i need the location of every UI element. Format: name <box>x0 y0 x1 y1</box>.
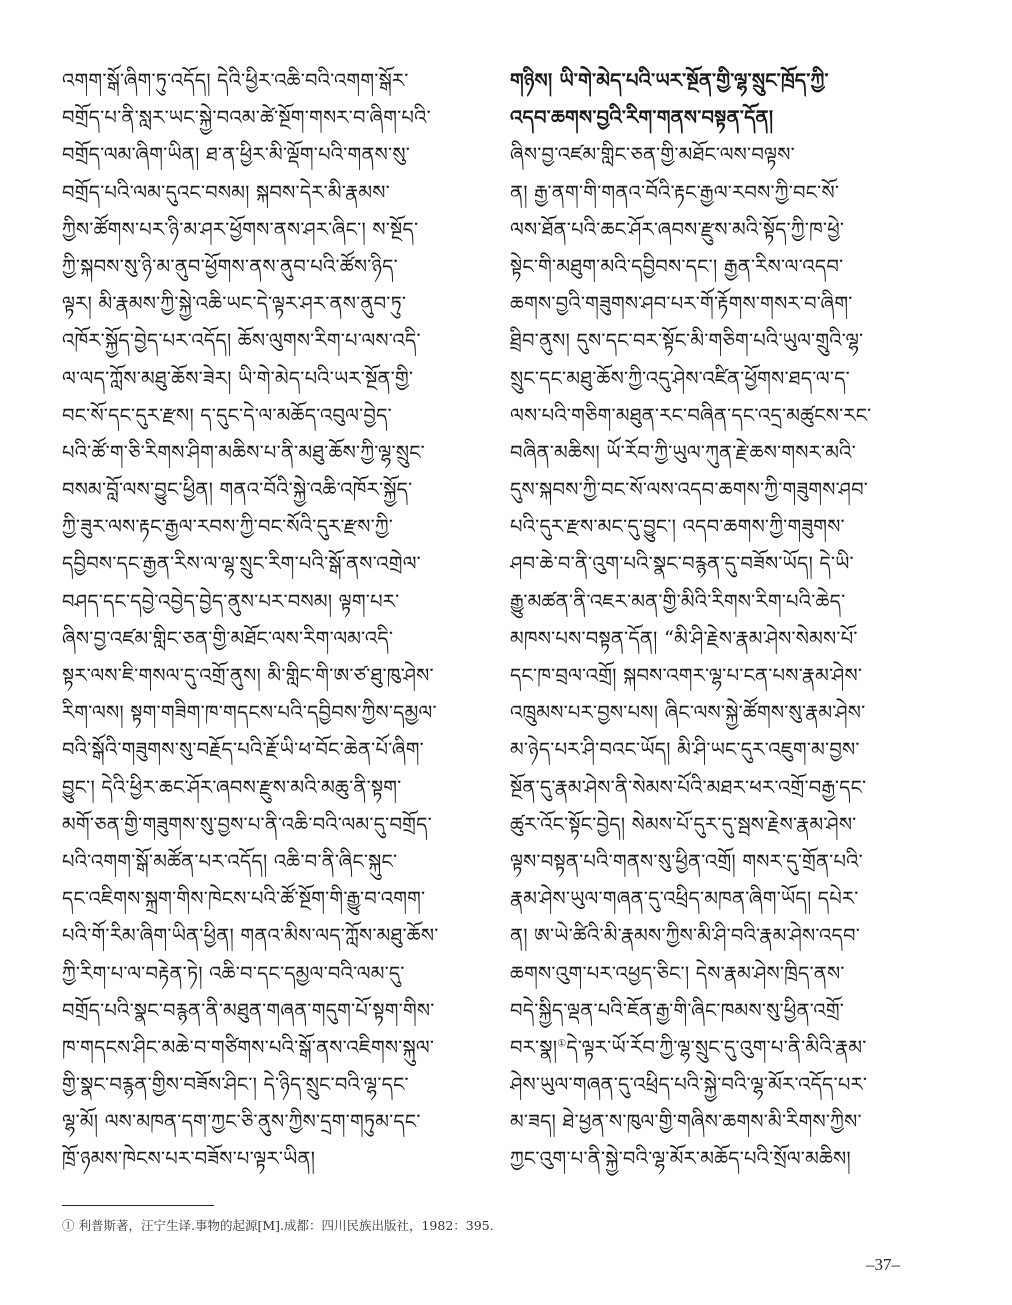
text-line: བཞིན་མཆིས། ཡོ་རོབ་ཀྱི་ཡུལ་ཀུན་རྗེ་ཆས་གསར་མའི་ <box>510 440 856 464</box>
footnote-divider <box>62 1205 214 1206</box>
text-line-with-note <box>510 1029 930 1066</box>
text-line: ཀྱི་སྐབས་སུ་ཉི་མ་ནུབ་ཕྱོགས་ནས་ནུབ་པའི་ཚོས་ཉིད་ <box>62 254 398 278</box>
text-line: པའི་དུར་རྫས་མང་དུ་བྱུང་། འདབ་ཆགས་ཀྱི་གཟུགས་ <box>510 515 845 539</box>
text-line: ཞིས་བྱ་འཛམ་གླིང་ཅན་གྱི་མཐོང་ལས་རིག་ལམ་འདི་ <box>62 626 394 650</box>
text-line: ལྷ་མོ། ལས་མཁན་དག་ཀྱང་ཅི་ནུས་ཀྱིས་དྲག་གཏུམ་དང་ <box>62 1110 421 1134</box>
text-line: དང་འཇིགས་སྐྲག་གིས་ཁེངས་པའི་ཚོ་སྔོག་གི་རྒྱུ་བ་འགག་ <box>62 887 426 911</box>
left-column <box>62 62 482 1178</box>
text-line: སྔོན་དུ་རྣམ་ཤེས་ནི་སེམས་པོའི་མཐར་ཕར་འགྲོ་བརྒྱ་དང་ <box>510 775 867 799</box>
text-line: གྱི་སྣང་བརྙན་གྱིས་བཟོས་ཤིང་། དེ་ཉིད་སྲུང་བའི་ལྷ་དང་ <box>62 1073 409 1097</box>
text-line: རྣམ་ཤེས་ཡུལ་གཞན་དུ་འཕྲིད་མཁན་ཞིག་ཡོད། དཔེར་ <box>510 887 859 911</box>
footnote: ① 利普斯著，汪宁生译.事物的起源[M].成都：四川民族出版社，1982：395. <box>62 1218 494 1233</box>
text-line: སྟེང་གི་མཐུག་མའི་དབྱིབས་དང་། རྒྱན་རིས་ལ་འདབ་ <box>510 254 844 278</box>
text-line: བགྲོད་ལམ་ཞིག་ཡིན། ཐ་ན་ཕྱིར་མི་ལྡོག་པའི་གནས་སུ་ <box>62 143 410 167</box>
text-line: བའི་སྒོའི་གཟུགས་སུ་བརྗོད་པའི་རྗོ་ཡི་ཕ་བོང་ཆེན་པོ་ཞིག་ <box>62 738 424 762</box>
text-line: ཀྱང་འུག་པ་ནི་སྐྱེ་བའི་ལྷ་མོར་མཆོད་པའི་སྲོལ་མཆིས། <box>510 1147 851 1171</box>
text-line: ཤབ་ཆེ་བ་ནི་འུག་པའི་སྣང་བརྙན་དུ་བཟོས་ཡོད། དེ་ཡི་ <box>510 552 854 576</box>
text-line-segment: བར་སྣ། <box>510 1035 558 1059</box>
heading-line: གཉིས། ཡི་གེ་མེད་པའི་ཡར་སྔོན་གྱི་ལྷ་སྲུང་ཁྲོད་ཀྱི་ <box>510 69 829 92</box>
text-line: པའི་གོ་རིམ་ཞིག་ཡིན་ཕྱིན། གནའ་མིས་ལད་ཀློས་མཐུ་ཆོས་ <box>62 924 439 948</box>
text-line: ན། ཨ་ཡེ་ཚིའི་མི་རྣམས་ཀྱིས་མི་ཤི་བའི་རྣམ་ཤེས་འདབ་ <box>510 924 861 948</box>
text-line: རིག་ལས། སྟག་གཟིག་ཁ་གདངས་པའི་དབྱིབས་ཀྱིས་དམྱལ་ <box>62 701 437 725</box>
footnote-reference[interactable]: ① <box>557 1038 567 1050</box>
text-line: འགག་སྒོ་ཞིག་ཏུ་འདོད། དེའི་ཕྱིར་འཆི་བའི་འགག་སྒོར་ <box>62 69 409 92</box>
text-line: ཆགས་འུག་པར་འཕྱད་ཅིང་། དེས་རྣམ་ཤེས་ཁྲིད་ནས་ <box>510 961 845 985</box>
text-line: མགོ་ཅན་གྱི་གཟུགས་སུ་བྱས་པ་ནི་འཆི་བའི་ལམ་དུ་བགྲོད་ <box>62 812 432 836</box>
text-line: དང་ཁ་བྲལ་འགྲོ། སྐབས་འགར་ལྷ་པ་ངན་པས་རྣམ་ཤེས་ <box>510 664 863 687</box>
text-line: བདེ་སྐྱིད་ལྡན་པའི་ཇོན་རྒྱ་གི་ཞིང་ཁམས་སུ་ཕྱིན་འགྲོ་ <box>510 998 845 1022</box>
text-line: བཤད་དང་དབྱེ་འབྱེད་བྱེད་ནུས་པར་བསམ། ལྟག་པར་ <box>62 589 400 613</box>
text-line: ཞིས་བྱ་འཛམ་གླིང་ཅན་གྱི་མཐོང་ལས་བལྟས་ <box>510 143 795 167</box>
section-heading <box>510 62 930 136</box>
text-line: ཁ་གདངས་ཤིང་མཆེ་བ་གཙིགས་པའི་སྒོ་ནས་འཇིགས་སྐུལ་ <box>62 1035 435 1059</box>
text-line: མ་ཟད། ཐེ་ཕྱན་ས་ཁུལ་གྱི་གཞིས་ཆགས་མི་རིགས་ཀྱིས་ <box>510 1110 862 1134</box>
text-line: ཀྱི་རིག་པ་ལ་བརྟེན་ཏེ། འཆི་བ་དང་དམྱལ་བའི་ལམ་དུ་ <box>62 961 405 985</box>
text-line: དབྱིབས་དང་རྒྱན་རིས་ལ་ལྷ་སྲུང་རིག་པའི་སྒོ་ནས་འགྲེལ་ <box>62 552 421 576</box>
text-line: འཁྲུམས་པར་བྱས་པས། ཞིང་ལས་སྐྱེ་ཚོགས་སུ་རྣམ་ཤེས་ <box>510 701 866 725</box>
text-line: པའི་འགག་སྒོ་མཚོན་པར་འདོད། འཆི་བ་ནི་ཞིང་སྐུང་ <box>62 849 398 873</box>
text-line: བགྲོད་པའི་སྣང་བརྙན་ནི་མཐུན་གཞན་གདུག་པོ་སྟག་གིས་ <box>62 998 435 1022</box>
text-line: ཆགས་བྱའི་གཟུགས་ཤབ་པར་གོ་རྟོགས་གསར་བ་ཞིག་ <box>510 292 853 316</box>
text-line: ཀྱི་ཟུར་ལས་རྟང་རྒྱལ་རབས་ཀྱི་བང་སོའི་དུར་རྫས་ཀྱི་ <box>62 515 394 539</box>
text-line: ཚུར་འོང་སྟོང་བྱེད། སེམས་པོ་དུར་དུ་སྦས་རྗེས་རྣམ་ཤེས་ <box>510 812 857 836</box>
text-line: སྲུང་དང་མཐུ་ཆོས་ཀྱི་འདུ་ཤེས་འཛིན་ཕྱོགས་ཐད་ལ་ད་ <box>510 366 850 390</box>
text-line: རྒྱུ་མཚན་ནི་འཇར་མན་གྱི་མིའི་རིགས་རིག་པའི་ཆེད་ <box>510 589 846 613</box>
heading-line: འདབ་ཆགས་བྱའི་རིག་གནས་བསྟན་དོན། <box>510 106 774 130</box>
text-line: མ་ཉེད་པར་ཤི་བའང་ཡོད། མི་ཤི་ཡང་དུར་འཇུག་མ་བྱས་ <box>510 738 860 762</box>
text-line: ལྟས་བསྟན་པའི་གནས་སུ་ཕྱིན་འགྲོ། གསར་དུ་གྲོན་པའི་ <box>510 849 863 873</box>
text-line: བགྲོད་པ་ནི་སླར་ཡང་སྐྱེ་བའམ་ཚེ་སྔོག་གསར་བ་ཞིག་པའི་ <box>62 106 431 130</box>
right-column <box>510 62 930 1178</box>
text-line: པའི་ཚོ་ག་ཅི་རིགས་ཤིག་མཆིས་པ་ནི་མཐུ་ཆོས་ཀྱི་ལྷ་སྲུང་ <box>62 440 425 464</box>
text-line: ཀྱིས་ཚོགས་པར་ཉི་མ་ཤར་ཕྱོགས་ནས་ཤར་ཞིང་། ས་སྔོད་ <box>62 217 419 241</box>
page-number: –37– <box>866 1255 900 1274</box>
text-line: ལྟར། མི་རྣམས་ཀྱི་སྐྱེ་འཆི་ཡང་དེ་ལྟར་ཤར་ནས་ནུབ་ཏུ་ <box>62 292 407 316</box>
text-line: ལས་ཐོན་པའི་ཆང་ཤོར་ཞབས་རྫུས་མའི་སྟོད་ཀྱི་ཁ་ཕྱེ་ <box>510 217 845 241</box>
text-line: ན། རྒྱ་ནག་གི་གནའ་བོའི་རྟང་རྒྱལ་རབས་ཀྱི་བང་སོ་ <box>510 180 840 204</box>
text-line-segment: དེ་ལྟར་ཡོ་རོབ་ཀྱི་ལྷ་སྲུང་དུ་འུག་པ་ནི་མིའི་རྣམ་ <box>566 1035 867 1059</box>
text-line: ལ་ལད་ཀློས་མཐུ་ཆོས་ཟེར། ཡི་གེ་མེད་པའི་ཡར་སྔོན་གྱི་ <box>62 366 414 390</box>
text-line: སྟར་ལས་ཇི་གསལ་དུ་འགྲོ་ནུས། མི་གླིང་གི་ཨ་ཙ་ཐུ་ཁུ་ཤེས་ <box>62 664 434 687</box>
text-line: མཁས་པས་བསྟན་དོན། “མི་ཤི་རྗེས་རྣམ་ཤེས་སེམས་པོ་ <box>510 626 858 650</box>
text-line: འཁོར་སྐྱོད་བྱེད་པར་འདོད། ཆོས་ལུགས་རིག་པ་ལས་འདི་ <box>62 329 421 353</box>
text-line: བགྲོད་པའི་ལམ་དུའང་བསམ། སྐབས་དེར་མི་རྣམས་ <box>62 180 390 204</box>
text-line: ལས་པའི་གཅིག་མཐུན་རང་བཞིན་དང་འདྲ་མཚུངས་རང་ <box>510 403 872 427</box>
text-line: བང་སོ་དང་དུར་རྫས། ད་དུང་དེ་ལ་མཆོད་འབུལ་བྱེད་ <box>62 403 392 427</box>
text-line: ཐྲིབ་ནུས། དུས་དང་བར་སྟོང་མི་གཅིག་པའི་ཡུལ་གྲུའི་ལྷ་ <box>510 329 864 353</box>
text-line: དུས་སྐབས་ཀྱི་བང་སོ་ལས་འདབ་ཆགས་ཀྱི་གཟུགས་ཤབ་ <box>510 478 869 502</box>
text-line: ཤེས་ཡུལ་གཞན་དུ་འཕྲིད་པའི་སྐྱེ་བའི་ལྷ་མོར་འདོད་པར་ <box>510 1073 868 1097</box>
text-line: བྱུང་། དེའི་ཕྱིར་ཆང་ཤོར་ཞབས་རྫུས་མའི་མཆུ་ནི་སྟག་ <box>62 775 402 799</box>
text-line: བསམ་བློ་ལས་བྱུང་ཕྱིན། གནའ་བོའི་སྐྱེ་འཆི་འཁོར་སྐྱོད་ <box>62 478 413 502</box>
text-line: ཁྲོ་ཉམས་ཁེངས་པར་བཟོས་པ་ལྟར་ཡིན། <box>62 1147 316 1171</box>
